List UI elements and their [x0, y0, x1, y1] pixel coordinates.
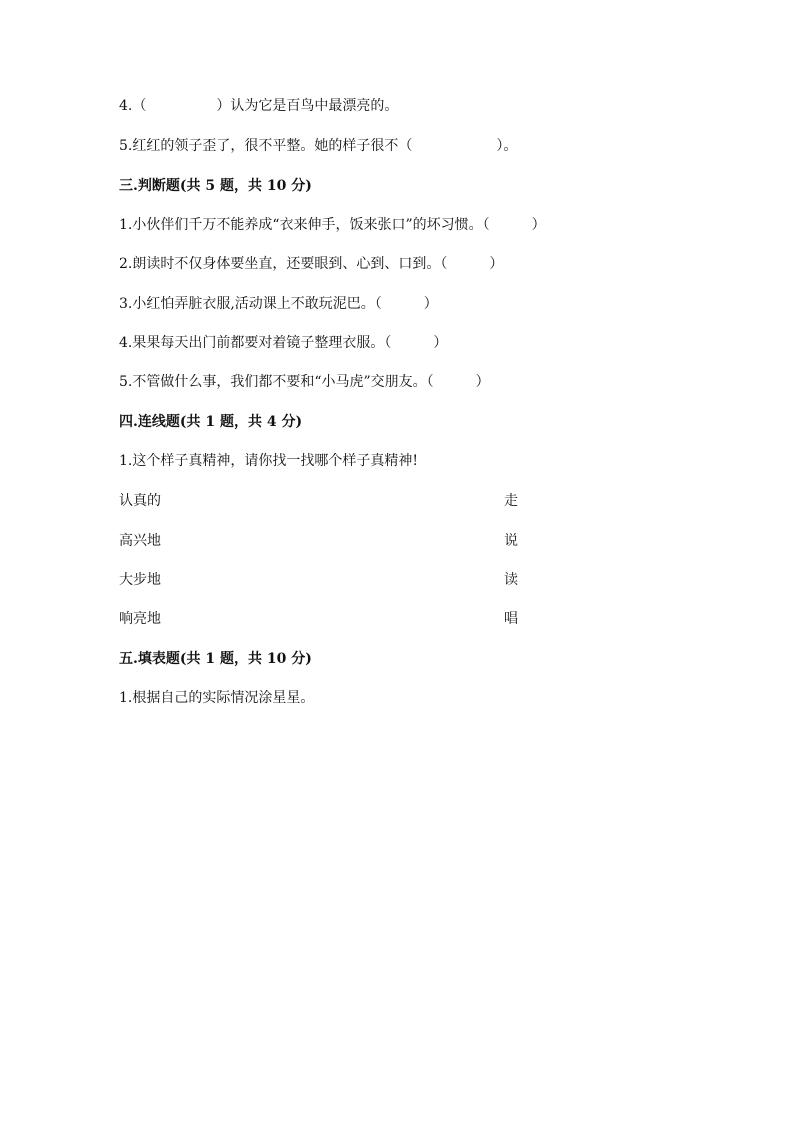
judge-item-3: 3.小红怕弄脏衣服,活动课上不敢玩泥巴。（ ） [119, 296, 438, 312]
section-5-heading: 五.填表题(共 1 题，共 10 分) [119, 651, 312, 667]
match-right-1: 走 [504, 493, 518, 509]
fill-blank-item-4: 4.（ ）认为它是百鸟中最漂亮的。 [119, 98, 399, 114]
judge-item-2: 2.朗读时不仅身体要坐直，还要眼到、心到、口到。（ ） [119, 256, 504, 272]
matching-question: 1.这个样子真精神，请你找一找哪个样子真精神! [119, 453, 418, 469]
match-left-4: 响亮地 [119, 611, 161, 627]
match-left-3: 大步地 [119, 572, 161, 588]
section-3-heading: 三.判断题(共 5 题，共 10 分) [119, 178, 312, 194]
match-left-2: 高兴地 [119, 533, 161, 549]
judge-item-5: 5.不管做什么事，我们都不要和“小马虎”交朋友。（ ） [119, 374, 490, 390]
match-right-2: 说 [504, 533, 518, 549]
match-left-1: 认真的 [119, 493, 161, 509]
match-right-4: 唱 [504, 611, 518, 627]
fill-table-question: 1.根据自己的实际情况涂星星。 [119, 690, 315, 706]
section-4-heading: 四.连线题(共 1 题，共 4 分) [119, 414, 303, 430]
fill-blank-item-5: 5.红红的领子歪了，很不平整。她的样子很不（ ）。 [119, 138, 518, 154]
judge-item-1: 1.小伙伴们千万不能养成“衣来伸手，饭来张口”的坏习惯。（ ） [119, 217, 546, 233]
match-right-3: 读 [504, 572, 518, 588]
judge-item-4: 4.果果每天出门前都要对着镜子整理衣服。（ ） [119, 335, 448, 351]
